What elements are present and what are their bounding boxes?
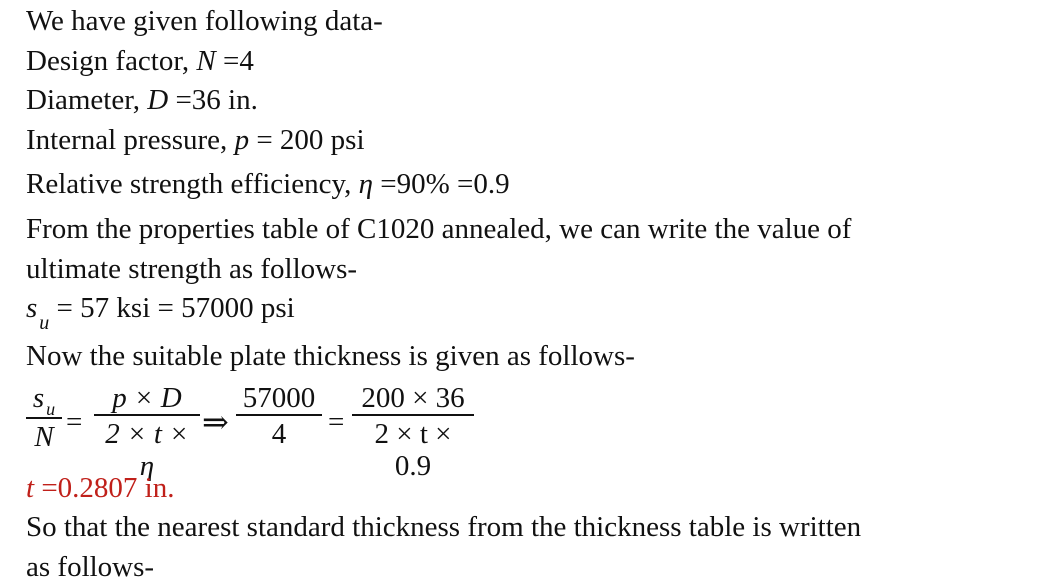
fraction-numerator: 200 × 36 — [352, 382, 474, 416]
ultimate-unit: ksi — [116, 292, 151, 324]
equals-sign: = — [256, 124, 273, 156]
fraction-denominator: N — [34, 421, 54, 453]
diameter-line — [26, 83, 258, 117]
ultimate-strength-line — [26, 291, 295, 334]
conclusion-text: So that the nearest standard thickness from the thickness table is written — [26, 511, 862, 543]
diameter-unit: in. — [228, 84, 258, 116]
design-factor-symbol: N — [196, 45, 216, 77]
equals-sign: = — [175, 84, 192, 116]
formula-fraction-57000-4 — [236, 382, 322, 450]
fraction-denominator: 2 × t × η — [105, 418, 189, 482]
conclusion-line-2 — [26, 550, 154, 584]
equals-sign: = — [457, 168, 474, 200]
formula-fraction-substituted — [352, 382, 474, 482]
properties-line-1 — [26, 212, 851, 246]
intro-line — [26, 4, 383, 38]
thickness-intro-line — [26, 339, 635, 373]
fraction-numerator: s $_u$ — [26, 382, 62, 419]
efficiency-label: Relative strength efficiency, — [26, 168, 352, 200]
fraction-denominator: 2 × t × 0.9 — [374, 418, 452, 482]
result-unit: in. — [144, 472, 175, 504]
ultimate-symbol: s — [26, 292, 38, 324]
formula-equals: = — [66, 406, 83, 438]
equals-sign: = — [380, 168, 397, 200]
fraction-numerator: p × D — [94, 382, 200, 416]
result-line — [26, 471, 174, 505]
equals-sign: = — [41, 472, 58, 504]
ultimate-unit-psi: psi — [260, 292, 295, 324]
design-factor-value: 4 — [239, 45, 254, 77]
ultimate-value-psi: 57000 — [181, 292, 254, 324]
result-value: 0.2807 — [57, 472, 138, 504]
design-factor-label: Design factor, — [26, 45, 190, 77]
fraction-denominator: 4 — [271, 418, 287, 450]
formula-equals: = — [328, 406, 345, 438]
equals-sign: = — [56, 292, 73, 324]
implies-arrow: ⇒ — [202, 404, 229, 440]
equals-sign: = — [222, 45, 240, 77]
formula-fraction-su-n — [26, 382, 62, 453]
pressure-value: 200 — [279, 124, 324, 156]
pressure-unit: psi — [330, 124, 365, 156]
efficiency-symbol: η — [358, 168, 373, 200]
diameter-symbol: D — [147, 84, 169, 116]
intro-text: We have given following data- — [26, 5, 383, 37]
efficiency-line — [26, 167, 510, 201]
thickness-intro-text: Now the suitable plate thickness is given as follows- — [26, 340, 635, 372]
fraction-numerator: 57000 — [236, 382, 322, 416]
diameter-label: Diameter, — [26, 84, 140, 116]
pressure-line — [26, 123, 365, 157]
properties-text: ultimate strength as follows- — [26, 253, 358, 285]
properties-text: From the properties table of C1020 annealed, we can write the value of — [26, 213, 852, 245]
conclusion-line-1 — [26, 510, 861, 544]
diameter-value: 36 — [191, 84, 221, 116]
ultimate-value: 57 — [80, 292, 110, 324]
formula-fraction-pd — [94, 382, 200, 482]
pressure-symbol: p — [234, 124, 250, 156]
pressure-label: Internal pressure, — [26, 124, 228, 156]
design-factor-line — [26, 44, 254, 78]
efficiency-percent: 90% — [396, 168, 450, 200]
conclusion-text: as follows- — [26, 551, 155, 583]
properties-line-2 — [26, 252, 357, 286]
efficiency-decimal: 0.9 — [473, 168, 510, 200]
equals-sign: = — [157, 292, 174, 324]
ultimate-subscript: u — [39, 312, 50, 334]
result-symbol: t — [26, 472, 35, 504]
